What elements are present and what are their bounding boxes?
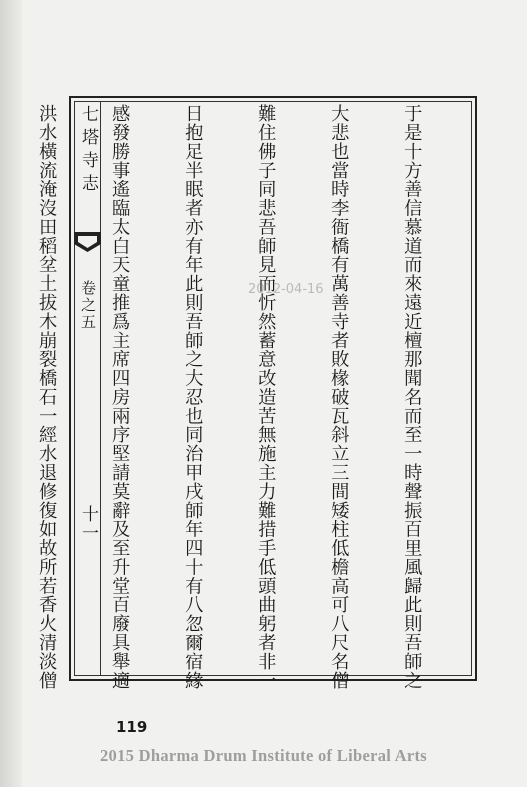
text-column: 大悲也當時李衙橋有萬善寺者敗椽破瓦斜立三間矮柱低檐高可八尺名僧	[328, 104, 350, 690]
text-column: 洪水橫流淹沒田稻坌土拔木崩裂橋石一經水退修復如故所若香火清淡僧	[36, 104, 58, 690]
book-title: 七塔寺志	[78, 105, 98, 197]
date-watermark: 2012-04-16	[248, 282, 324, 297]
text-column: 于是十方善信慕道而來遠近檀那聞名而至一時聲振百里風歸此則吾師之	[401, 104, 423, 690]
text-column: 難住佛子同悲吾師見而忻然蓄意改造苦無施主力難措手低頭曲躬者非一	[255, 104, 277, 690]
text-column: 感發勝事遙臨太白天童推爲主席四房兩序堅請莫辭及至升堂百廢具舉適	[109, 104, 131, 690]
copyright-footer: 2015 Dharma Drum Institute of Liberal Arts	[100, 746, 427, 765]
page-number: 119	[116, 718, 148, 736]
volume-label: 卷之五	[79, 280, 97, 331]
text-column: 日抱足半眠者亦有年此則吾師之大忍也同治甲戌師年四十有八忽爾宿緣	[182, 104, 204, 690]
folio-number: 十一	[78, 505, 98, 543]
